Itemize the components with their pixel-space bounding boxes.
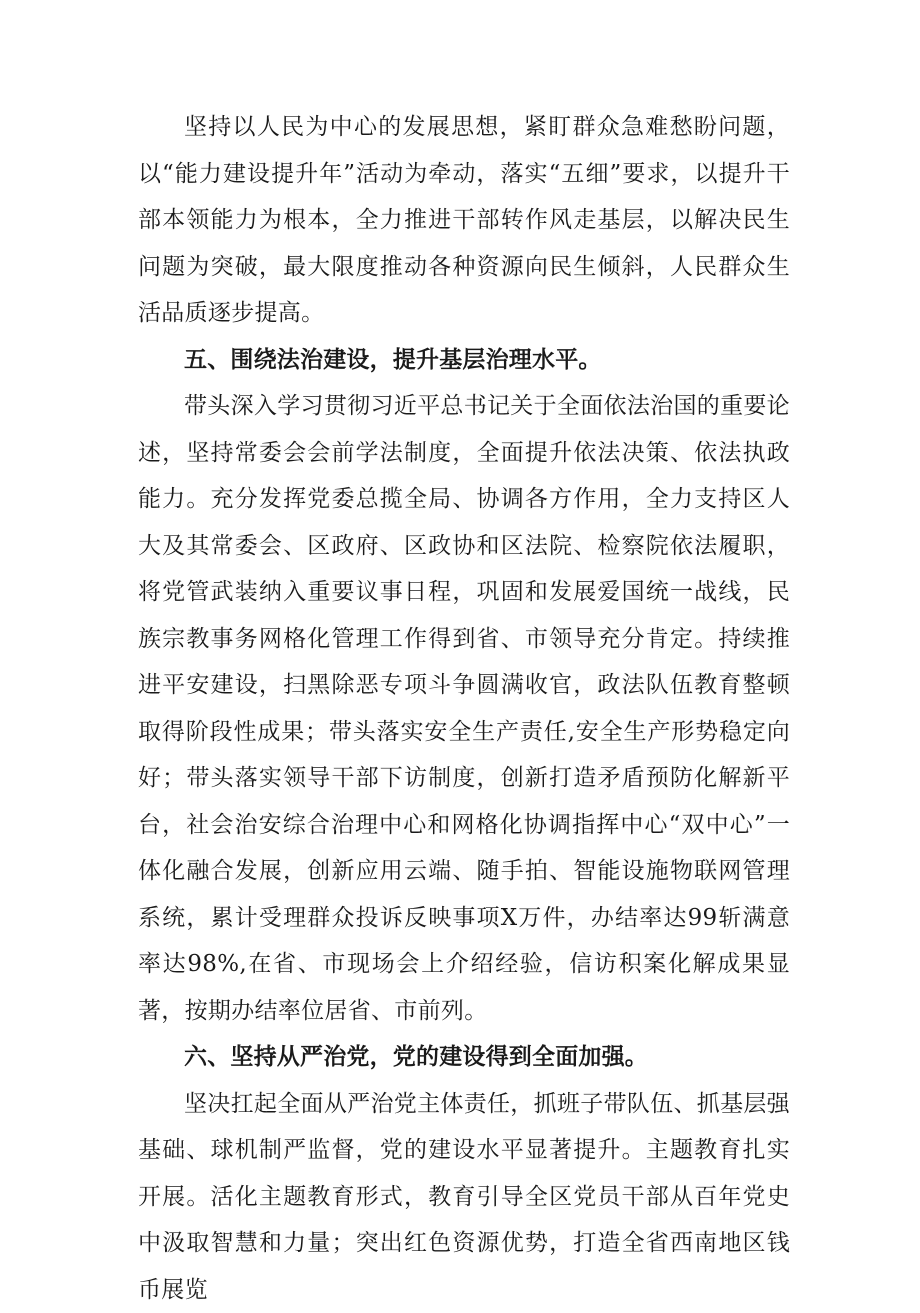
section-heading-rule-of-law: 五、围绕法治建设，提升基层治理水平。: [138, 337, 790, 384]
section-heading-party-discipline: 六、坚持从严治党，党的建设得到全面加强。: [138, 1034, 790, 1081]
paragraph-people-centered: 坚持以人民为中心的发展思想，紧盯群众急难愁盼问题，以“能力建设提升年”活动为牵动，落实“五细”要求，以提升干部本领能力为根本，全力推进干部转作风走基层，以解决民生问题为突破，最大限度推动各种资源向民生倾斜，人民群众生活品质逐步提高。: [138, 104, 790, 337]
paragraph-rule-of-law: 带头深入学习贯彻习近平总书记关于全面依法治国的重要论述，坚持常委会会前学法制度，全面提升依法决策、依法执政能力。充分发挥党委总揽全局、协调各方作用，全力支持区人大及其常委会、区政府、区政协和区法院、检察院依法履职，将党管武装纳入重要议事日程，巩固和发展爱国统一战线，民族宗教事务网格化管理工作得到省、市领导充分肯定。持续推进平安建设，扫黑除恶专项斗争圆满收官，政法队伍教育整顿取得阶段性成果；带头落实安全生产责任,安全生产形势稳定向好；带头落实领导干部下访制度，创新打造矛盾预防化解新平台，社会治安综合治理中心和网格化协调指挥中心“双中心”一体化融合发展，创新应用云端、随手拍、智能设施物联网管理系统，累计受理群众投诉反映事项X万件，办结率达99斩满意率达98%,在省、市现场会上介绍经验，信访积案化解成果显著，按期办结率位居省、市前列。: [138, 383, 790, 1034]
paragraph-party-discipline: 坚决扛起全面从严治党主体责任，抓班子带队伍、抓基层强基础、球机制严监督，党的建设水平显著提升。主题教育扎实开展。活化主题教育形式，教育引导全区党员干部从百年党史中汲取智慧和力量；突出红色资源优势，打造全省西南地区钱币展览: [138, 1081, 790, 1313]
document-body: [138, 104, 790, 1313]
